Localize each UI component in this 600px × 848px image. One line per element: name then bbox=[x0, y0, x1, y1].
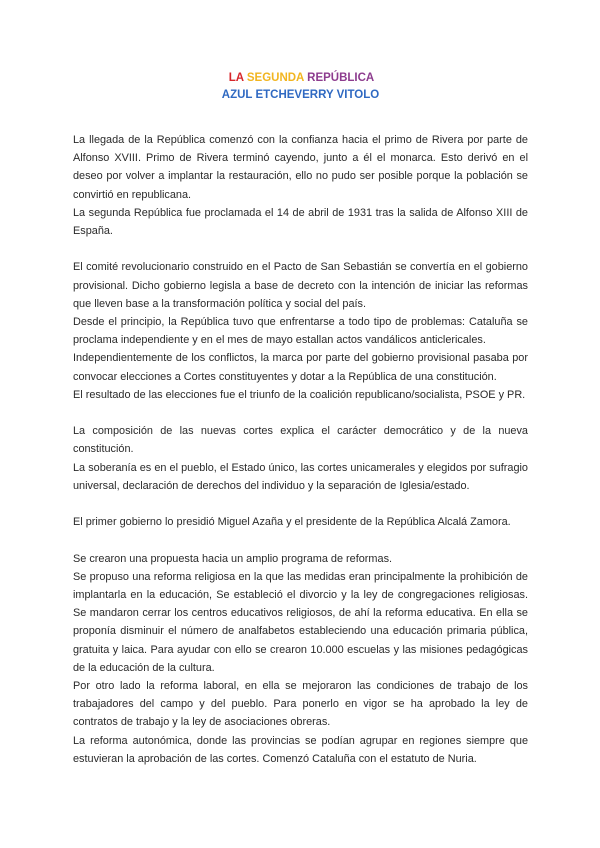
document-title bbox=[73, 70, 528, 87]
document-author: AZUL ETCHEVERRY VITOLO bbox=[221, 89, 380, 101]
paragraph: Por otro lado la reforma laboral, en ella se mejoraron las condiciones de trabajo de los trabajadores del campo y del pueblo. Para ponerlo en vigor se ha aprobado la ley de contratos de trabajo y la ley de asociaciones obreras. bbox=[73, 680, 528, 729]
document-body bbox=[73, 131, 528, 768]
title-word-la: LA bbox=[228, 72, 244, 84]
paragraph-gap bbox=[73, 495, 528, 513]
paragraph: La composición de las nuevas cortes explica el carácter democrático y de la nueva constitución. bbox=[73, 425, 528, 456]
paragraph: La llegada de la República comenzó con la confianza hacia el primo de Rivera por parte de Alfonso XVIII. Primo de Rivera terminó cayendo, junto a él el monarca. Esto derivó en el deseo por volver a implantar la restauración, ello no pudo ser posible porque la población se convirtió en republicana. bbox=[73, 134, 528, 201]
paragraph: La reforma autonómica, donde las provincias se podían agrupar en regiones siempre que estuvieran la aprobación de las cortes. Comenzó Cataluña con el estatuto de Nuria. bbox=[73, 734, 528, 765]
paragraph-gap bbox=[73, 404, 528, 422]
paragraph: El comité revolucionario construido en el Pacto de San Sebastián se convertía en el gobierno provisional. Dicho gobierno legisla a base de decreto con la intención de iniciar las reformas que lleven base a la transformación política y social del país. bbox=[73, 261, 528, 310]
paragraph: La segunda República fue proclamada el 14 de abril de 1931 tras la salida de Alfonso XIII de España. bbox=[73, 206, 528, 238]
paragraph: La soberanía es en el pueblo, el Estado único, las cortes unicamerales y elegidos por sufragio universal, declaración de derechos del individuo y la separación de Iglesia/estado. bbox=[73, 461, 528, 492]
paragraph: El primer gobierno lo presidió Miguel Azaña y el presidente de la República Alcalá Zamora. bbox=[73, 516, 511, 529]
paragraph: Independientemente de los conflictos, la marca por parte del gobierno provisional pasaba por convocar elecciones a Cortes constituyentes y dotar a la República de una constitución. bbox=[73, 352, 528, 383]
title-word-segunda: SEGUNDA bbox=[246, 72, 304, 84]
paragraph: El resultado de las elecciones fue el triunfo de la coalición republicano/socialista, PSOE y PR. bbox=[73, 388, 526, 401]
paragraph: Se crearon una propuesta hacia un amplio programa de reformas. bbox=[73, 552, 393, 565]
paragraph-gap bbox=[73, 531, 528, 549]
paragraph: Desde el principio, la República tuvo que enfrentarse a todo tipo de problemas: Cataluña se proclama independiente y en el mes de mayo estallan actos vandálicos anticlericales. bbox=[73, 316, 528, 347]
title-word-republica: REPÚBLICA bbox=[307, 72, 375, 84]
paragraph-gap bbox=[73, 240, 528, 258]
paragraph: Se propuso una reforma religiosa en la que las medidas eran principalmente la prohibición de implantarla en la educación, Se estableció el divorcio y la ley de congregaciones religiosas. Se mandaron cerrar los centros educativos religiosos, de ahí la reforma educativa. En ella se proponía disminuir el número de analfabetos estableciendo una educación primaria pública, gratuita y laica. Para ayudar con ello se crearon 10.000 escuelas y las misiones pedagógicas de la educación de la cultura. bbox=[73, 570, 528, 674]
